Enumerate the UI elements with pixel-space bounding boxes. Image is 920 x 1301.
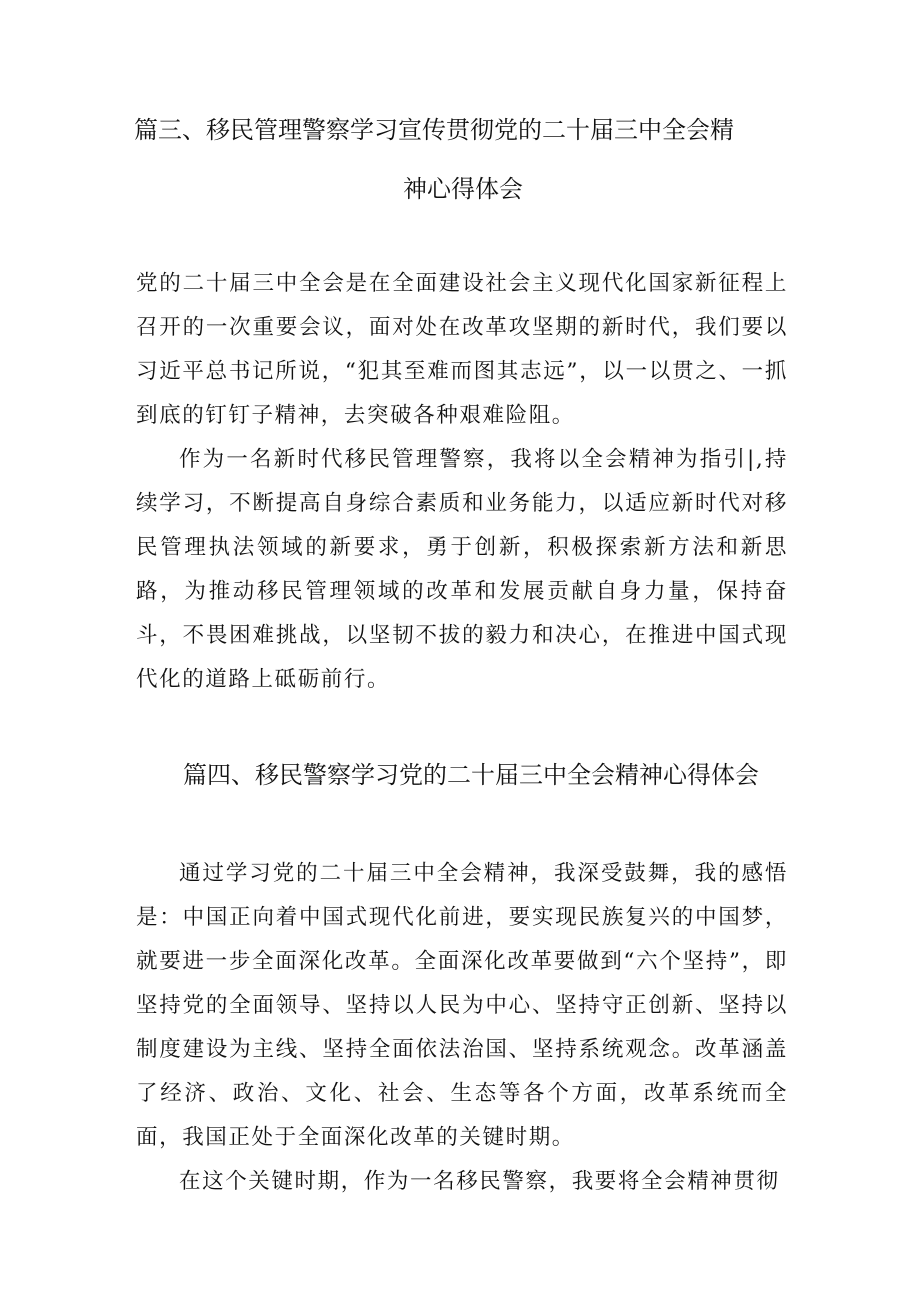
section4-paragraph-1: 通过学习党的二十届三中全会精神，我深受鼓舞，我的感悟是：中国正向着中国式现代化前进，要实现民族复兴的中国梦，就要进一步全面深化改革。全面深化改革要做到“六个坚持”，即坚持党的全面领导、坚持以人民为中心、坚持守正创新、坚持以制度建设为主线、坚持全面依法治国、坚持系统观念。改革涵盖了经济、政治、文化、社会、生态等各个方面，改革系统而全面，我国正处于全面深化改革的关键时期。	[136, 861, 788, 1150]
section4-title: 篇四、移民警察学习党的二十届三中全会精神心得体会	[183, 761, 759, 789]
section3-paragraph-2: 作为一名新时代移民管理警察，我将以全会精神为指引|,持续学习，不断提高自身综合素质和业务能力，以适应新时代对移民管理执法领域的新要求，勇于创新，积极探索新方法和新思路，为推动移民管理领域的改革和发展贡献自身力量，保持奋斗，不畏困难挑战，以坚韧不拔的毅力和决心，在推进中国式现代化的道路上砥砺前行。	[136, 447, 788, 692]
section3-title-line2: 神心得体会	[403, 175, 523, 203]
section3-paragraph-1: 党的二十届三中全会是在全面建设社会主义现代化国家新征程上召开的一次重要会议，面对处在改革攻坚期的新时代，我们要以习近平总书记所说，“犯其至难而图其志远”，以一以贯之、一抓到底的钉钉子精神，去突破各种艰难险阻。	[136, 271, 788, 428]
section4-paragraph-2: 在这个关键时期，作为一名移民警察，我要将全会精神贯彻	[179, 1169, 780, 1194]
section3-title-line1: 篇三、移民管理警察学习宣传贯彻党的二十届三中全会精	[134, 116, 734, 144]
